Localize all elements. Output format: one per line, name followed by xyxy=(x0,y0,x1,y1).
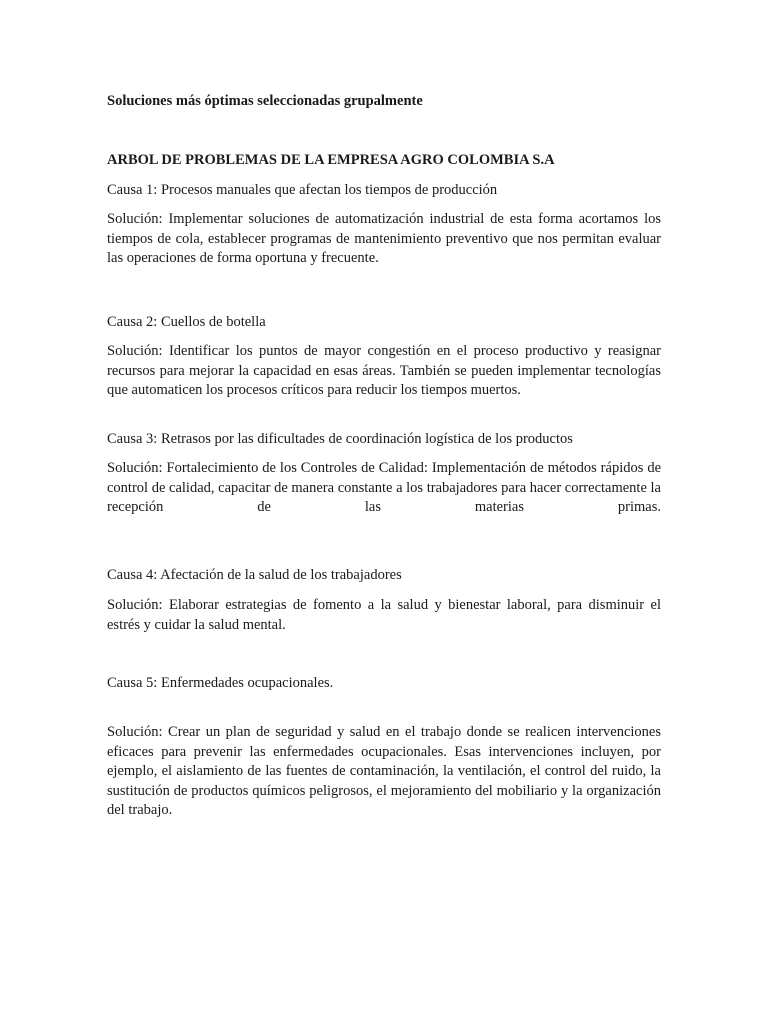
cause-4-label: Causa 4: Afectación de la salud de los trabajadores xyxy=(107,567,402,583)
cause-1-solution: Solución: Implementar soluciones de automatización industrial de esta forma acortamos los tiempos de cola, establecer programas de mantenimiento preventivo que nos permitan evaluar las operaciones de forma oportuna y frecuente. xyxy=(107,211,661,266)
cause-3-label: Causa 3: Retrasos por las dificultades de coordinación logística de los productos xyxy=(107,431,573,447)
cause-5-solution: Solución: Crear un plan de seguridad y salud en el trabajo donde se realicen intervenciones eficaces para prevenir las enfermedades ocupacionales. Esas intervenciones incluyen, por ejemplo, el aislamiento de las fuentes de contaminación, la ventilación, el control del ruido, la sustitución de productos químicos peligrosos, el mejoramiento del mobiliario y la organización del trabajo. xyxy=(107,724,661,818)
cause-3-solution: Solución: Fortalecimiento de los Controles de Calidad: Implementación de métodos rápidos de control de calidad, capacitar de manera constante a los trabajadores para hacer correctamente la recepción de las materias primas. xyxy=(107,460,661,515)
cause-1-label: Causa 1: Procesos manuales que afectan los tiempos de producción xyxy=(107,182,498,198)
document-heading: Soluciones más óptimas seleccionadas grupalmente xyxy=(107,93,423,109)
cause-5-label: Causa 5: Enfermedades ocupacionales. xyxy=(107,675,334,691)
cause-2-label: Causa 2: Cuellos de botella xyxy=(107,314,266,330)
cause-2-solution: Solución: Identificar los puntos de mayor congestión en el proceso productivo y reasignar recursos para mejorar la capacidad en esas áreas. También se pueden implementar tecnologías que automaticen los procesos críticos para reducir los tiempos muertos. xyxy=(107,343,661,398)
document-title: ARBOL DE PROBLEMAS DE LA EMPRESA AGRO COLOMBIA S.A xyxy=(107,152,555,168)
cause-4-solution: Solución: Elaborar estrategias de fomento a la salud y bienestar laboral, para disminuir el estrés y cuidar la salud mental. xyxy=(107,597,661,633)
